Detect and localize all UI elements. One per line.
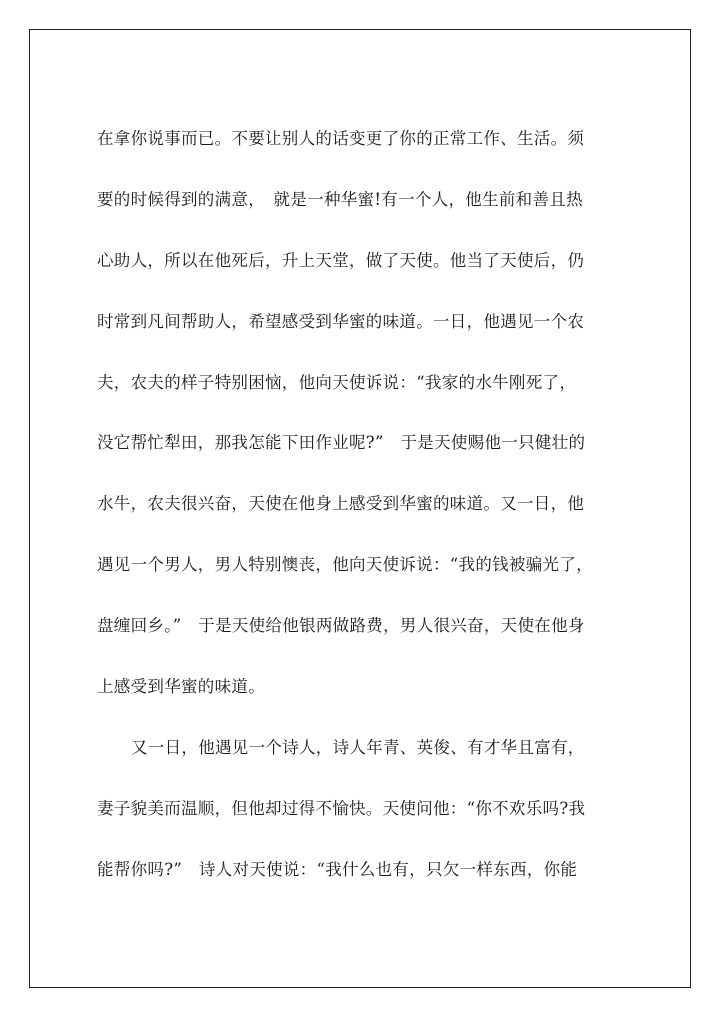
text-line-10: 上感受到华蜜的味道。 (97, 677, 265, 697)
text-line-6: 没它帮忙犁田，那我怎能下田作业呢?” 于是天使赐他一只健壮的 (97, 433, 586, 453)
text-line-11: 又一日，他遇见一个诗人，诗人年青、英俊、有才华且富有， (131, 737, 585, 757)
text-line-2: 要的时候得到的满意， 就是一种华蜜!有一个人，他生前和善且热 (97, 189, 583, 209)
text-line-9: 盘缠回乡。” 于是天使给他银两做路费，男人很兴奋，天使在他身 (97, 616, 585, 636)
text-line-4: 时常到凡间帮助人，希望感受到华蜜的味道。一日，他遇见一个农 (97, 311, 585, 331)
text-line-13: 能帮你吗?” 诗人对天使说：“我什么也有，只欠一样东西，你能 (97, 859, 578, 879)
text-line-3: 心助人，所以在他死后，升上天堂，做了天使。他当了天使后，仍 (97, 250, 585, 270)
body-text (97, 128, 617, 920)
text-line-5: 夫，农夫的样子特别困恼，他向天使诉说：“我家的水牛刚死了， (97, 372, 577, 392)
text-line-1: 在拿你说事而已。不要让别人的话变更了你的正常工作、生活。须 (97, 129, 585, 148)
text-line-12: 妻子貌美而温顺，但他却过得不愉快。天使问他：“你不欢乐吗?我 (97, 798, 586, 818)
text-line-7: 水牛，农夫很兴奋，天使在他身上感受到华蜜的味道。又一日，他 (97, 494, 585, 514)
text-line-8: 遇见一个男人，男人特别懊丧，他向天使诉说：“我的钱被骗光了， (97, 555, 593, 575)
